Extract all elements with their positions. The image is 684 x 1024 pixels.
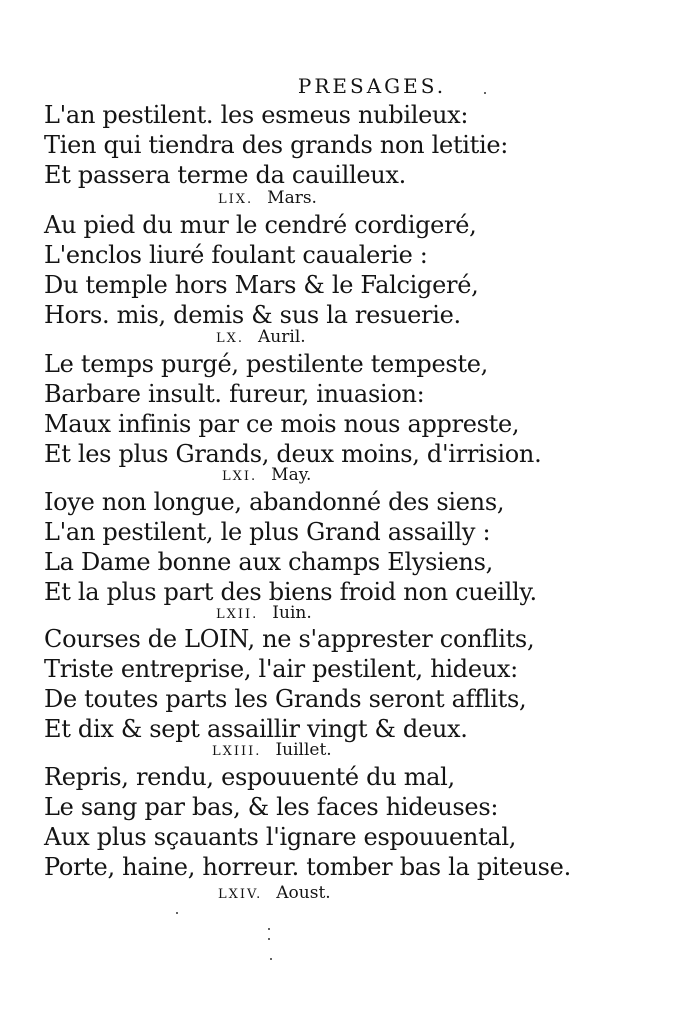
heading-number: LXIV. xyxy=(218,887,263,902)
verse-line: L'enclos liuré foulant caualerie : xyxy=(44,241,428,269)
verse-line: Courses de LOIN, ne s'apprester conflits, xyxy=(44,625,535,653)
ink-speck xyxy=(176,912,178,914)
running-header: PRESAGES. xyxy=(297,74,447,98)
heading-month: Mars. xyxy=(267,188,317,208)
verse-line: Du temple hors Mars & le Falcigeré, xyxy=(44,271,479,299)
section-heading xyxy=(216,327,306,347)
heading-number: LX. xyxy=(216,331,245,346)
verse-line: Et passera terme da cauilleux. xyxy=(44,161,406,189)
heading-number: LXI. xyxy=(222,469,258,484)
heading-month: Iuin. xyxy=(272,603,312,623)
verse-line: Tien qui tiendra des grands non letitie: xyxy=(44,131,509,159)
verse-line: Au pied du mur le cendré cordigeré, xyxy=(44,211,477,239)
section-heading xyxy=(222,465,311,485)
verse-line: L'an pestilent. les esmeus nubileux: xyxy=(44,101,469,129)
verse-line: Hors. mis, demis & sus la resuerie. xyxy=(44,301,461,329)
heading-number: LXII. xyxy=(216,607,259,622)
verse-line: Et les plus Grands, deux moins, d'irrision. xyxy=(44,440,542,468)
verse-line: Aux plus sçauants l'ignare espouuental, xyxy=(44,823,517,851)
heading-number: LXIII. xyxy=(212,744,262,759)
verse-line: Le sang par bas, & les faces hideuses: xyxy=(44,793,499,821)
verse-line: Maux infinis par ce mois nous appreste, xyxy=(44,410,520,438)
heading-number: LIX. xyxy=(218,192,254,207)
section-heading xyxy=(212,740,332,760)
ink-speck xyxy=(268,938,270,940)
verse-line: Et dix & sept assaillir vingt & deux. xyxy=(44,715,468,743)
verse-line: Barbare insult. fureur, inuasion: xyxy=(44,380,425,408)
section-heading xyxy=(218,883,331,903)
ink-speck xyxy=(484,92,486,94)
verse-line: Porte, haine, horreur. tomber bas la piteuse. xyxy=(44,853,571,881)
heading-month: Iuillet. xyxy=(275,740,332,760)
verse-line: Ioye non longue, abandonné des siens, xyxy=(44,488,505,516)
verse-line: Le temps purgé, pestilente tempeste, xyxy=(44,350,488,378)
verse-line: Triste entreprise, l'air pestilent, hideux: xyxy=(44,655,518,683)
verse-line: De toutes parts les Grands seront afflits, xyxy=(44,685,527,713)
verse-line: L'an pestilent, le plus Grand assailly : xyxy=(44,518,491,546)
heading-month: Auril. xyxy=(258,327,306,347)
verse-line: La Dame bonne aux champs Elysiens, xyxy=(44,548,493,576)
verse-line: Repris, rendu, espouuenté du mal, xyxy=(44,763,455,791)
section-heading xyxy=(218,188,317,208)
heading-month: May. xyxy=(271,465,312,485)
verse-line: Et la plus part des biens froid non cueilly. xyxy=(44,578,537,606)
heading-month: Aoust. xyxy=(276,883,331,903)
ink-speck xyxy=(270,958,272,960)
ink-speck xyxy=(268,928,270,930)
section-heading xyxy=(216,603,312,623)
